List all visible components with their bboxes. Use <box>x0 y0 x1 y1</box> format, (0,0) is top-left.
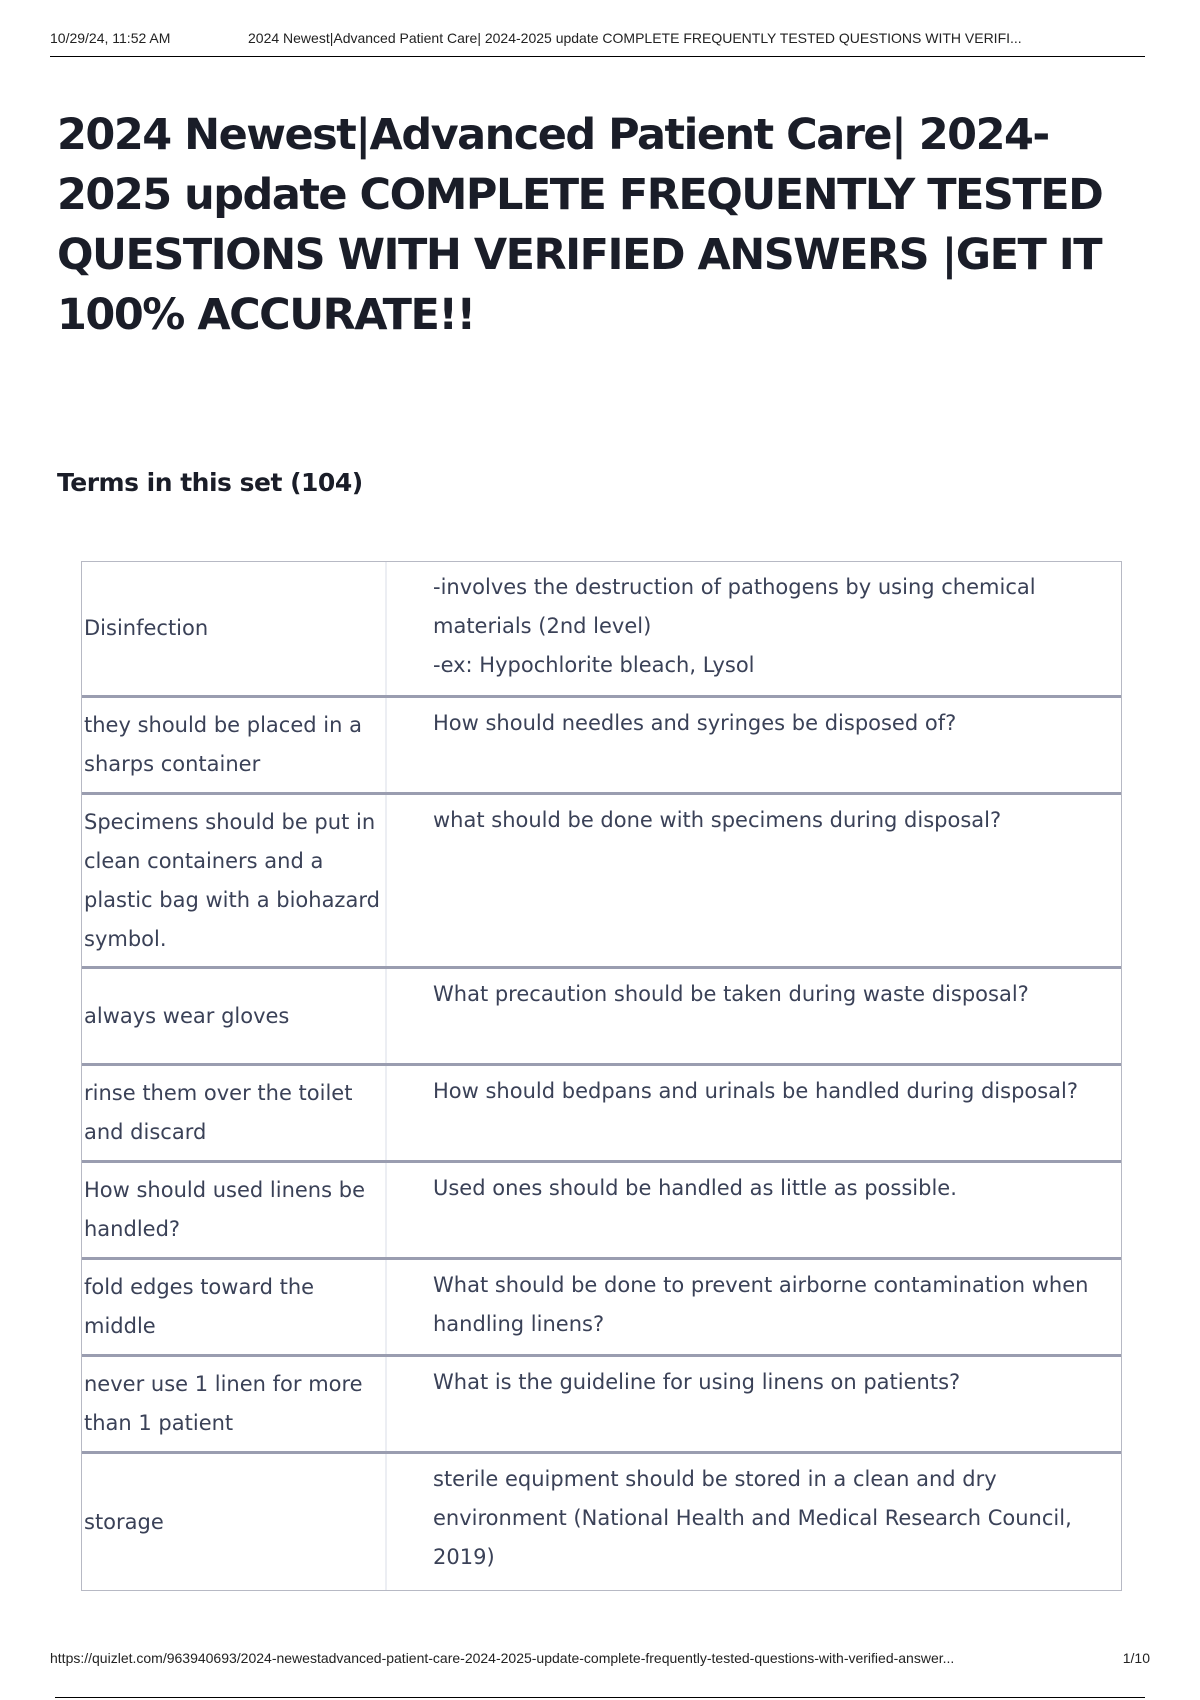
definition-text: Used ones should be handled as little as possible. <box>433 1176 957 1200</box>
term-cell <box>82 562 387 695</box>
definition-text: What is the guideline for using linens on patients? <box>433 1370 961 1394</box>
definition-cell <box>387 969 1121 1063</box>
term-cell <box>82 1454 387 1590</box>
term-cell <box>82 795 387 966</box>
terms-heading: Terms in this set (104) <box>57 468 363 497</box>
term-row <box>82 1357 1121 1454</box>
term-row <box>82 1066 1121 1163</box>
term-cell <box>82 1357 387 1451</box>
term-text: always wear gloves <box>84 1003 290 1028</box>
definition-text: -involves the destruction of pathogens by using chemical materials (2nd level) -ex: Hypochlorite bleach, Lysol <box>433 575 1036 677</box>
print-header <box>50 30 1145 57</box>
definition-text: What precaution should be taken during waste disposal? <box>433 982 1029 1006</box>
term-text: fold edges toward the middle <box>84 1275 315 1338</box>
terms-list <box>81 561 1122 1591</box>
definition-cell <box>387 1454 1121 1590</box>
definition-cell <box>387 1357 1121 1451</box>
footer-divider <box>55 1697 1145 1698</box>
term-row <box>82 1163 1121 1260</box>
print-url: https://quizlet.com/963940693/2024-newestadvanced-patient-care-2024-2025-update-complete-frequently-tested-questions-with-verified-answer... <box>50 1650 955 1666</box>
definition-text: sterile equipment should be stored in a clean and dry environment (National Health and Medical Research Council, 2019) <box>433 1467 1072 1569</box>
term-row <box>82 969 1121 1066</box>
definition-cell <box>387 795 1121 966</box>
term-text: rinse them over the toilet and discard <box>84 1081 353 1144</box>
page-title: 2024 Newest|Advanced Patient Care| 2024-2025 update COMPLETE FREQUENTLY TESTED QUESTIONS WITH VERIFIED ANSWERS |GET IT 100% ACCURATE!! <box>57 110 1103 340</box>
definition-cell <box>387 1066 1121 1160</box>
term-row <box>82 698 1121 795</box>
term-cell <box>82 1260 387 1354</box>
term-text: never use 1 linen for more than 1 patient <box>84 1372 363 1435</box>
term-text: storage <box>84 1509 164 1534</box>
term-cell <box>82 1066 387 1160</box>
term-row <box>82 1454 1121 1590</box>
definition-cell <box>387 1163 1121 1257</box>
definition-cell <box>387 562 1121 695</box>
page-number: 1/10 <box>1122 1650 1150 1666</box>
term-cell <box>82 969 387 1063</box>
print-doc-title: 2024 Newest|Advanced Patient Care| 2024-2025 update COMPLETE FREQUENTLY TESTED QUESTIONS WITH VERIFI... <box>248 30 1022 46</box>
definition-text: How should needles and syringes be disposed of? <box>433 711 957 735</box>
term-row <box>82 795 1121 969</box>
term-text: Disinfection <box>84 616 209 640</box>
term-text: How should used linens be handled? <box>84 1178 365 1241</box>
term-row <box>82 562 1121 698</box>
term-cell <box>82 698 387 792</box>
term-row <box>82 1260 1121 1357</box>
definition-text: What should be done to prevent airborne contamination when handling linens? <box>433 1273 1089 1336</box>
definition-text: what should be done with specimens during disposal? <box>433 808 1002 832</box>
term-text: Specimens should be put in clean containers and a plastic bag with a biohazard symbol. <box>84 809 380 951</box>
definition-cell <box>387 1260 1121 1354</box>
print-footer <box>50 1650 1150 1666</box>
print-timestamp: 10/29/24, 11:52 AM <box>50 30 171 46</box>
term-text: they should be placed in a sharps container <box>84 713 362 776</box>
definition-cell <box>387 698 1121 792</box>
definition-text: How should bedpans and urinals be handled during disposal? <box>433 1079 1079 1103</box>
term-cell <box>82 1163 387 1257</box>
